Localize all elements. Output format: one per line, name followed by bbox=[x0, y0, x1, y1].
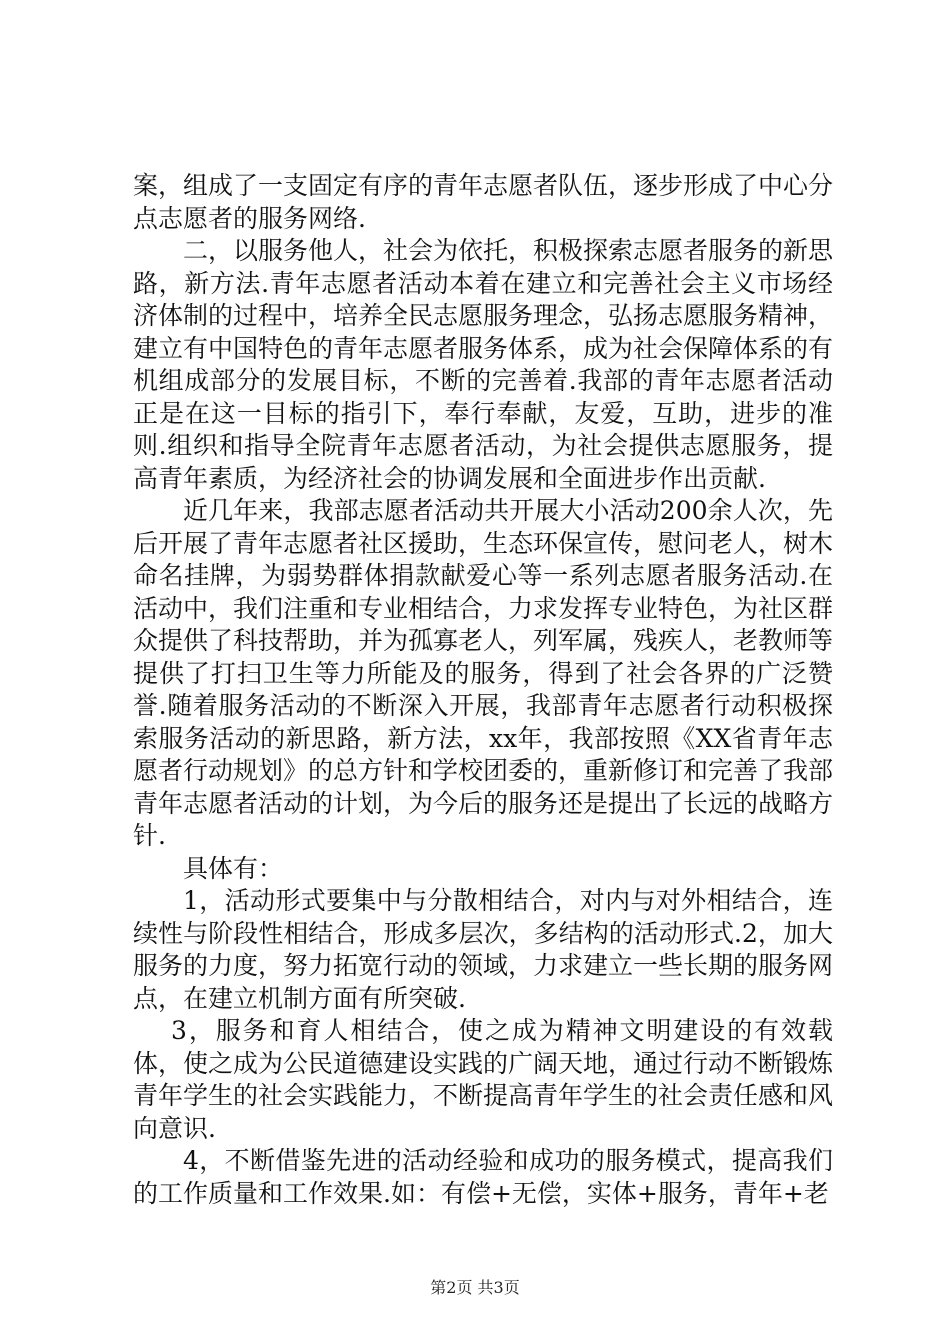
paragraph-item-four: 4，不断借鉴先进的活动经验和成功的服务模式，提高我们的工作质量和工作效果.如：有偿+无偿，实体+服务，青年+老 bbox=[133, 1146, 833, 1208]
page-number-label: 第2页 共3页 bbox=[430, 1278, 520, 1297]
paragraph-item-three: 3，服务和育人相结合，使之成为精神文明建设的有效载体，使之成为公民道德建设实践的广阔天地，通过行动不断锻炼青年学生的社会实践能力，不断提高青年学生的社会责任感和风向意识. bbox=[133, 1016, 834, 1143]
document-body bbox=[133, 170, 833, 1210]
paragraph-continuation: 案，组成了一支固定有序的青年志愿者队伍，逐步形成了中心分点志愿者的服务网络. bbox=[133, 171, 834, 233]
paragraph-item-one-two: 1，活动形式要集中与分散相结合，对内与对外相结合，连续性与阶段性相结合，形成多层次，多结构的活动形式.2，加大服务的力度，努力拓宽行动的领域，力求建立一些长期的服务网点，在建立机制方面有所突破. bbox=[133, 886, 834, 1013]
page-footer bbox=[0, 1278, 950, 1298]
paragraph-specifics-heading: 具体有： bbox=[183, 853, 284, 883]
paragraph-section-two: 二，以服务他人，社会为依托，积极探索志愿者服务的新思路，新方法.青年志愿者活动本着在建立和完善社会主义市场经济体制的过程中，培养全民志愿服务理念，弘扬志愿服务精神，建立有中国特色的青年志愿者服务体系，成为社会保障体系的有机组成部分的发展目标，不断的完善着.我部的青年志愿者活动正是在这一目标的指引下，奉行奉献，友爱，互助，进步的准则.组织和指导全院青年志愿者活动，为社会提供志愿服务，提高青年素质，为经济社会的协调发展和全面进步作出贡献. bbox=[133, 236, 834, 493]
paragraph-recent-years: 近几年来，我部志愿者活动共开展大小活动200余人次，先后开展了青年志愿者社区援助，生态环保宣传，慰问老人，树木命名挂牌，为弱势群体捐款献爱心等一系列志愿者服务活动.在活动中，我们注重和专业相结合，力求发挥专业特色，为社区群众提供了科技帮助，并为孤寡老人，列军属，残疾人，老教师等提供了打扫卫生等力所能及的服务，得到了社会各界的广泛赞誉.随着服务活动的不断深入开展，我部青年志愿者行动积极探索服务活动的新思路，新方法，xx年，我部按照《XX省青年志愿者行动规划》的总方针和学校团委的，重新修订和完善了我部青年志愿者活动的计划，为今后的服务还是提出了长远的战略方针. bbox=[133, 496, 834, 850]
